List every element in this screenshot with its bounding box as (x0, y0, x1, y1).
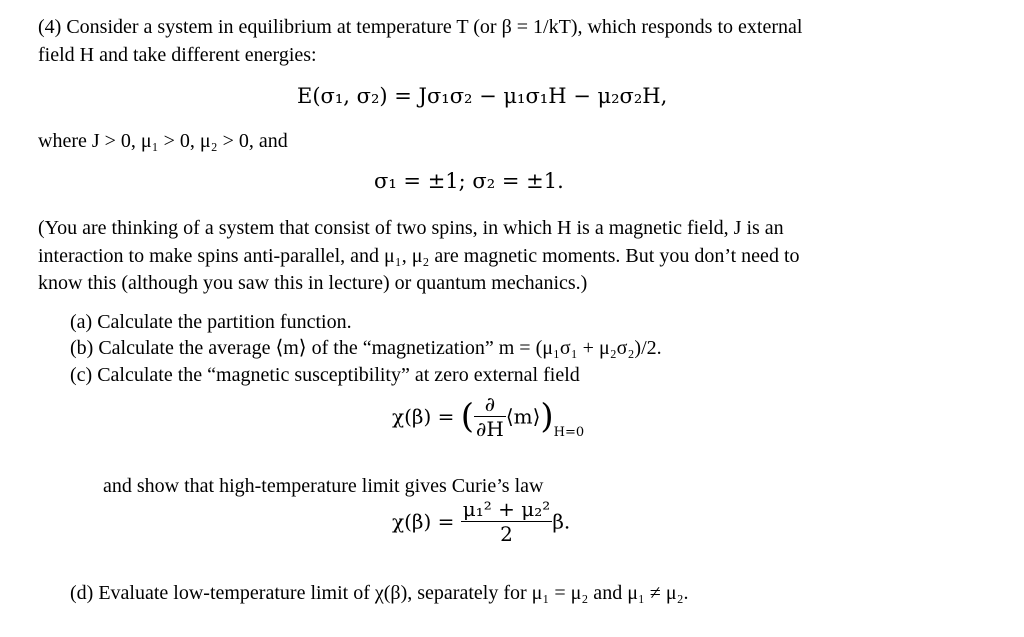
note-line-2: interaction to make spins anti-parallel, and μ₁, μ₂ are magnetic moments. But you don’t need to (38, 245, 800, 267)
part-a: (a) Calculate the partition function. (70, 311, 352, 333)
intro-line-1: (4) Consider a system in equilibrium at temperature T (or β = 1/kT), which responds to external (38, 16, 803, 38)
right-paren: ) (540, 396, 554, 437)
part-d: (d) Evaluate low-temperature limit of χ(β), separately for μ₁ = μ₂ and μ₁ ≠ μ₂. (70, 582, 689, 604)
derivative-denominator: ∂H (476, 417, 504, 441)
derivative-fraction (474, 392, 506, 441)
sigma-equation: σ₁ = ±1; σ₂ = ±1. (374, 169, 564, 193)
note-line-1: (You are thinking of a system that consist of two spins, in which H is a magnetic field, J is an (38, 217, 784, 239)
curie-numerator: μ₁² + μ₂² (462, 497, 551, 521)
susceptibility-equation (392, 392, 584, 441)
curie-tail: β. (552, 509, 571, 534)
chi-subscript: H=0 (553, 425, 585, 440)
energy-equation: E(σ₁, σ₂) = Jσ₁σ₂ − μ₁σ₁H − μ₂σ₂H, (297, 84, 668, 108)
derivative-numerator: ∂ (484, 392, 496, 416)
curie-equation (392, 497, 570, 546)
curie-fraction (461, 497, 553, 546)
part-b: (b) Calculate the average ⟨m⟩ of the “magnetization” m = (μ₁σ₁ + μ₂σ₂)/2. (70, 337, 662, 359)
chi-average-m: ⟨m⟩ (505, 404, 541, 429)
part-c: (c) Calculate the “magnetic susceptibility” at zero external field (70, 364, 580, 386)
curie-line: and show that high-temperature limit gives Curie’s law (103, 475, 544, 497)
where-line: where J > 0, μ₁ > 0, μ₂ > 0, and (38, 130, 288, 152)
left-paren: ( (460, 396, 475, 437)
chi-lhs: χ(β) = (392, 404, 455, 429)
curie-denominator: 2 (461, 521, 553, 546)
curie-lhs: χ(β) = (392, 509, 455, 534)
intro-line-2: field H and take different energies: (38, 44, 317, 66)
note-line-3: know this (although you saw this in lecture) or quantum mechanics.) (38, 272, 588, 294)
